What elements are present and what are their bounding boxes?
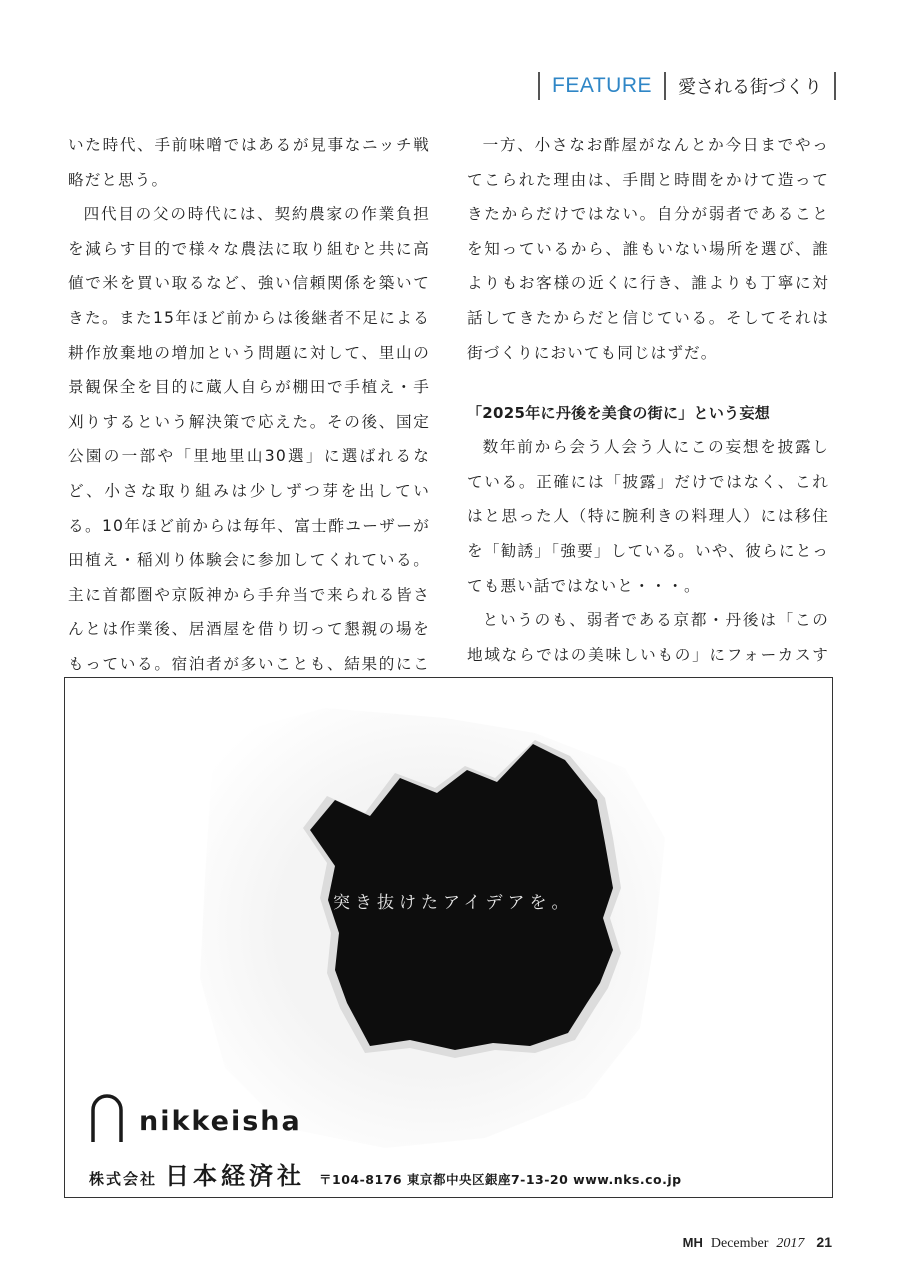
section-heading: 「2025年に丹後を美食の街に」という妄想 bbox=[467, 404, 771, 423]
company-name: 日本経済社 bbox=[165, 1162, 306, 1190]
company-prefix: 株式会社 bbox=[89, 1170, 158, 1188]
logo-wordmark: nikkeisha bbox=[139, 1105, 302, 1137]
paragraph: というのも、弱者である京都・丹後は「この地域ならではの美味しいもの」にフォーカスす bbox=[467, 611, 829, 664]
paragraph: 一方、小さなお酢屋がなんとか今日までやってこられた理由は、手間と時間をかけて造ってきたからだけではない。自分が弱者であることを知っているから、誰もいない場所を選び、誰よりもお客様の近くに行き、誰よりも丁寧に対話してきたからだと信じている。そしてそれは街づくりにおいても同じはずだ。 bbox=[467, 136, 829, 362]
header-divider bbox=[834, 72, 836, 100]
advertisement bbox=[64, 677, 833, 1198]
section-label: FEATURE bbox=[552, 74, 652, 97]
arch-logo-icon bbox=[89, 1090, 125, 1142]
issue-year: 2017 bbox=[776, 1236, 805, 1251]
paragraph: 四代目の父の時代には、契約農家の作業負担を減らす目的で様々な農法に取り組むと共に高値で米を買い取るなど、強い信頼関係を築いてきた。また15年ほど前からは後継者不足による耕作放棄地の増加という問題に対して、里山の景観保全を目的に蔵人自らが棚田で手植え・手刈りするという解決策で応えた。その後、国定公園の一部や「里地里山30選」に選ばれるなど、小さな取り組みは少しずつ芽を出している。10年ほど前からは毎年、富士酢ユーザーが田植え・稲刈り体験会に参加してくれている。主に首都圏や京阪神から手弁当で来られる皆さんとは作業後、居酒屋を借り切って懇親の場をもっている。宿泊者が多いことも、結果的にこ bbox=[68, 205, 430, 673]
paragraph: いた時代、手前味噌ではあるが見事なニッチ戦略だと思う。 bbox=[68, 136, 430, 189]
magazine-name: MH bbox=[682, 1235, 703, 1250]
page-number: 21 bbox=[816, 1234, 832, 1250]
paragraph: 数年前から会う人会う人にこの妄想を披露している。正確には「披露」だけではなく、これはと思った人（特に腕利きの料理人）には移住を「勧誘」「強要」している。いや、彼らにとっても悪い話ではないと・・・。 bbox=[467, 438, 829, 595]
company-logo bbox=[89, 1090, 302, 1142]
ad-tagline: 突き抜けたアイデアを。 bbox=[333, 893, 574, 913]
company-info bbox=[89, 1156, 682, 1191]
page-footer bbox=[683, 1234, 832, 1252]
issue-month: December bbox=[710, 1236, 769, 1251]
company-address: 〒104-8176 東京都中央区銀座7-13-20 www.nks.co.jp bbox=[319, 1172, 682, 1187]
section-header bbox=[538, 70, 836, 102]
topic-title: 愛される街づくり bbox=[678, 77, 822, 98]
